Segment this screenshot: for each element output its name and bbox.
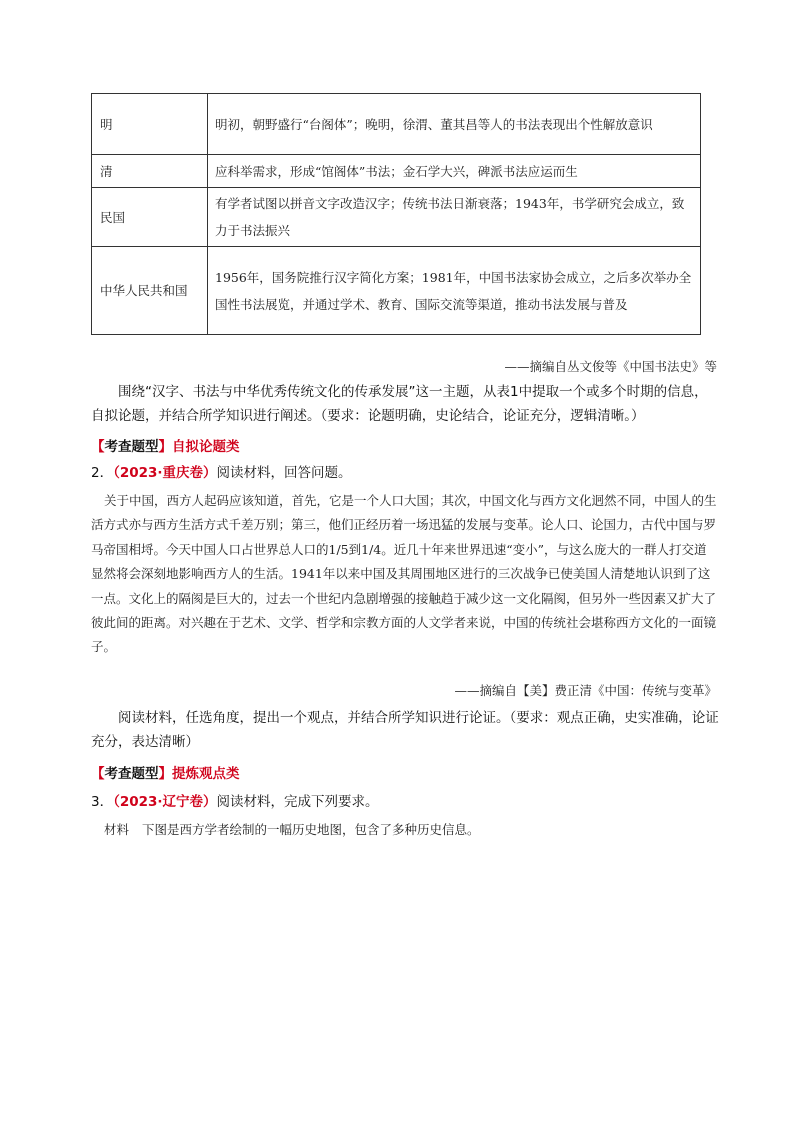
question-3-header: 3．（2023·辽宁卷）阅读材料，完成下列要求。 bbox=[91, 794, 379, 810]
table-row bbox=[92, 94, 701, 155]
material-2-text: 关于中国，西方人起码应该知道，首先，它是一个人口大国；其次，中国文化与西方文化迥然不同，中国人的生活方式亦与西方生活方式千差万别；第三，他们正经历着一场迅猛的发展与变革。论人口、论国力，古代中国与罗马帝国相埒。今天中国人口占世界总人口的1/5到1/4。近几十年来世界迅速“变小”，与这么庞大的一群人打交道显然将会深刻地影响西方人的生活。1941年以来中国及其周围地区进行的三次战争已使美国人清楚地认识到了这一点。文化上的隔阂是巨大的，过去一个世纪内急剧增强的接触趋于减少这一文化隔阂，但另外一些因素又扩大了彼此间的距离。对兴趣在于艺术、文学、哲学和宗教方面的人文学者来说，中国的传统社会堪称西方文化的一面镜子。 bbox=[91, 493, 717, 655]
era-cell: 中华人民共和国 bbox=[92, 247, 208, 335]
table-row bbox=[92, 188, 701, 247]
task-1-prompt: 围绕“汉字、书法与中华优秀传统文化的传承发展”这一主题，从表1中提取一个或多个时期的信息，自拟论题，并结合所学知识进行阐述。（要求：论题明确，史论结合，论证充分，逻辑清晰。） bbox=[91, 384, 708, 424]
table-row bbox=[92, 247, 701, 335]
task-2-prompt: 阅读材料，任选角度，提出一个观点，并结合所学知识进行论证。（要求：观点正确，史实准确，论证充分，表达清晰） bbox=[91, 710, 719, 750]
table-source: ——摘编自丛文俊等《中国书法史》等 bbox=[504, 359, 717, 374]
content-cell: 有学者试图以拼音文字改造汉字；传统书法日渐衰落；1943年，书学研究会成立，致力于书法振兴 bbox=[208, 188, 701, 247]
material-3-text: 材料 下图是西方学者绘制的一幅历史地图，包含了多种历史信息。 bbox=[104, 822, 480, 837]
era-cell: 明 bbox=[92, 94, 208, 155]
content-cell: 明初，朝野盛行“台阁体”；晚明，徐渭、董其昌等人的书法表现出个性解放意识 bbox=[208, 94, 701, 155]
content-cell: 应科举需求，形成“馆阁体”书法；金石学大兴，碑派书法应运而生 bbox=[208, 155, 701, 188]
question-type-tag: 【考查题型】自拟论题类 bbox=[91, 439, 240, 455]
question-type-tag: 【考查题型】提炼观点类 bbox=[91, 766, 240, 782]
question-2-header: 2．（2023·重庆卷）阅读材料，回答问题。 bbox=[91, 465, 352, 481]
material-2-source: ——摘编自【美】费正清《中国：传统与变革》 bbox=[454, 683, 717, 698]
era-cell: 清 bbox=[92, 155, 208, 188]
history-table bbox=[91, 93, 701, 335]
content-cell: 1956年，国务院推行汉字简化方案；1981年，中国书法家协会成立，之后多次举办全国性书法展览，并通过学术、教育、国际交流等渠道，推动书法发展与普及 bbox=[208, 247, 701, 335]
table-row bbox=[92, 155, 701, 188]
era-cell: 民国 bbox=[92, 188, 208, 247]
